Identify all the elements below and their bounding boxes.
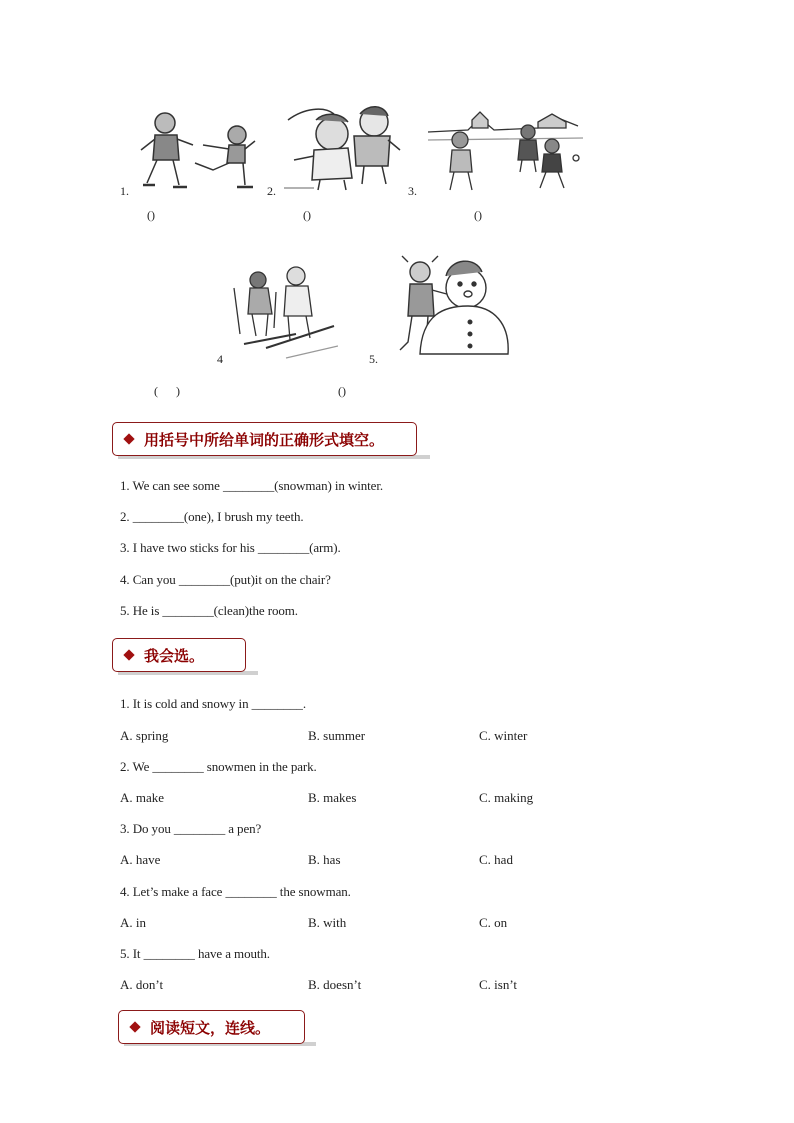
fill-in-item-3: 3. I have two sticks for his ________(arm).: [120, 540, 341, 555]
picture-1-skating-kids: [133, 105, 258, 195]
section-header-reading: [118, 1010, 305, 1044]
diamond-bullet-icon: [129, 1021, 140, 1032]
choose-question-4: 4. Let’s make a face ________ the snowman.: [120, 884, 351, 899]
choose-q5-option-b[interactable]: B. doesn’t: [308, 977, 362, 992]
choose-q3-option-a[interactable]: A. have: [120, 852, 161, 867]
choose-q2-option-b[interactable]: B. makes: [308, 790, 357, 805]
choose-q4-option-c[interactable]: C. on: [479, 915, 508, 930]
choose-q4-option-b[interactable]: B. with: [308, 915, 347, 930]
choose-q5-option-c[interactable]: C. isn’t: [479, 977, 518, 992]
choose-question-3: 3. Do you ________ a pen?: [120, 821, 262, 836]
picture-3-answer-paren[interactable]: (): [474, 208, 482, 222]
fill-in-item-5: 5. He is ________(clean)the room.: [120, 603, 298, 618]
choose-q1-option-a[interactable]: A. spring: [120, 728, 169, 743]
choose-question-1: 1. It is cold and snowy in ________.: [120, 696, 306, 711]
fill-in-item-4: 4. Can you ________(put)it on the chair?: [120, 572, 331, 587]
section-header-fill-in: [112, 422, 417, 456]
picture-2-answer-paren[interactable]: (): [303, 208, 311, 222]
picture-2-two-children-hugging: [284, 100, 404, 192]
picture-1-answer-paren[interactable]: (): [147, 208, 155, 222]
picture-5-number: 5.: [369, 352, 378, 366]
choose-q1-option-c[interactable]: C. winter: [479, 728, 528, 743]
choose-q3-option-b[interactable]: B. has: [308, 852, 341, 867]
section-title: 阅读短文，连线。: [150, 1018, 271, 1037]
choose-q3-option-c[interactable]: C. had: [479, 852, 513, 867]
picture-2-number: 2.: [267, 184, 276, 198]
diamond-bullet-icon: [123, 433, 134, 444]
picture-3-snowball-fight: [428, 110, 583, 195]
choose-q1-option-b[interactable]: B. summer: [308, 728, 366, 743]
fill-in-item-2: 2. ________(one), I brush my teeth.: [120, 509, 304, 524]
diamond-bullet-icon: [123, 649, 134, 660]
picture-4-skiing-kids: [226, 266, 338, 362]
choose-q2-option-a[interactable]: A. make: [120, 790, 165, 805]
choose-q4-option-a[interactable]: A. in: [120, 915, 146, 930]
picture-5-answer-paren[interactable]: (): [338, 384, 346, 398]
picture-5-child-making-snowman: [398, 252, 510, 360]
picture-4-answer-paren[interactable]: ( ): [154, 384, 180, 398]
choose-question-2: 2. We ________ snowmen in the park.: [120, 759, 317, 774]
picture-1-number: 1.: [120, 184, 129, 198]
picture-3-number: 3.: [408, 184, 417, 198]
fill-in-item-1: 1. We can see some ________(snowman) in winter.: [120, 478, 383, 493]
choose-q5-option-a[interactable]: A. don’t: [120, 977, 164, 992]
picture-4-number: 4: [217, 352, 223, 366]
section-title: 我会选。: [144, 646, 205, 665]
choose-question-5: 5. It ________ have a mouth.: [120, 946, 270, 961]
section-header-choose: [112, 638, 246, 672]
section-title: 用括号中所给单词的正确形式填空。: [144, 430, 385, 449]
choose-q2-option-c[interactable]: C. making: [479, 790, 534, 805]
